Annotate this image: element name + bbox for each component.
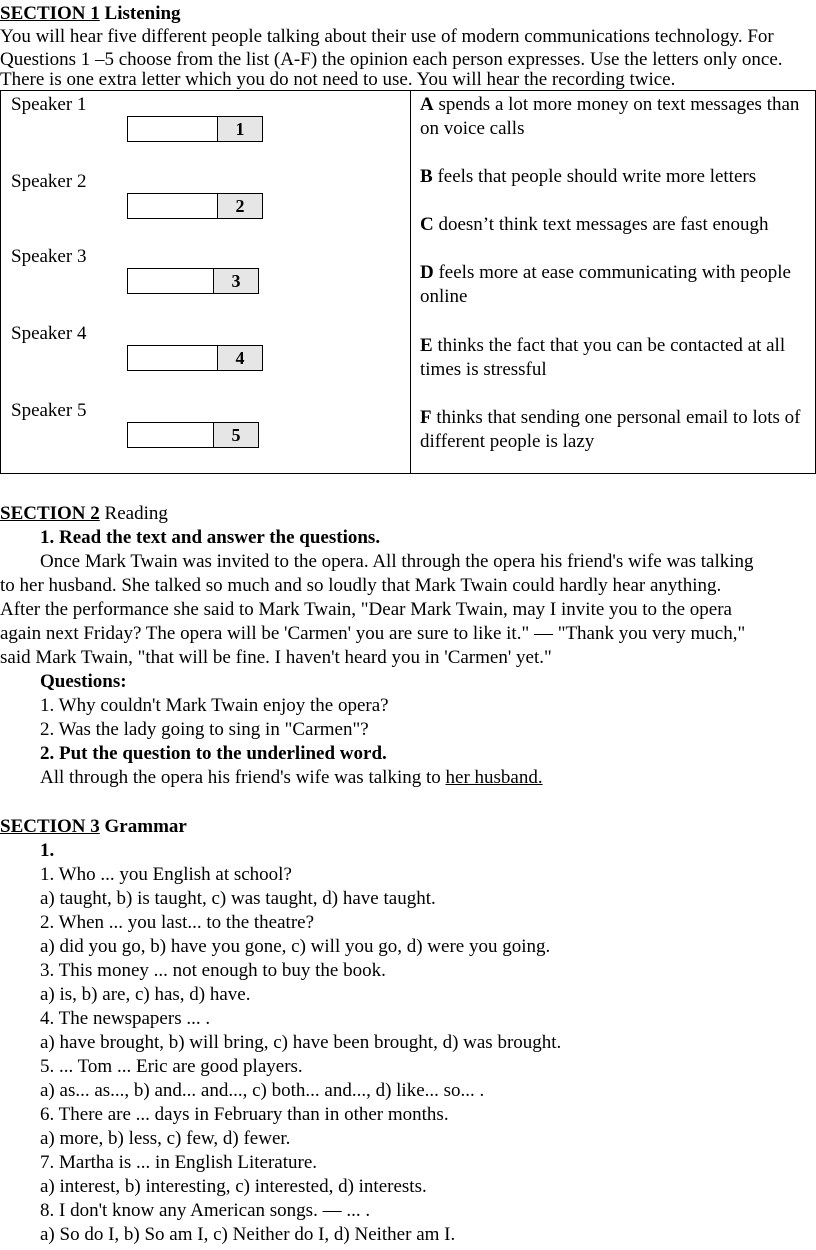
grammar-line-15: 8. I don't know any American songs. — ... . (40, 1200, 371, 1221)
grammar-line-11: 6. There are ... days in February than in other months. (40, 1104, 449, 1125)
option-d (420, 261, 812, 309)
section2-heading (0, 502, 168, 526)
grammar-line-7: 4. The newspapers ... . (40, 1008, 211, 1029)
reading-task-1: 1. Read the text and answer the questions. (40, 527, 381, 548)
grammar-line-6: a) is, b) are, c) has, d) have. (40, 984, 251, 1005)
section1-instructions-line-3: There is one extra letter which you do not need to use. You will hear the recording twice. (0, 69, 676, 90)
option-f (420, 406, 812, 454)
section3-heading (0, 815, 187, 839)
option-d-text: feels more at ease communicating with people online (420, 262, 791, 307)
speaker-1-label: Speaker 1 (11, 94, 87, 115)
speaker-5-label: Speaker 5 (11, 400, 87, 421)
grammar-line-13: 7. Martha is ... in English Literature. (40, 1152, 318, 1173)
questions-label: Questions: (40, 671, 127, 692)
reading-question-2: 2. Was the lady going to sing in "Carmen"? (40, 719, 369, 740)
speaker-2-label: Speaker 2 (11, 171, 87, 192)
speaker-5-answer-box[interactable] (127, 422, 259, 448)
speaker-4-number: 4 (217, 346, 262, 370)
section2-title: Reading (104, 503, 168, 524)
speaker-4-label: Speaker 4 (11, 323, 87, 344)
section3-label: SECTION 3 (0, 816, 100, 837)
task-2-sentence-text: All through the opera his friend's wife was talking to (40, 767, 446, 788)
option-a-text: spends a lot more money on text messages than on voice calls (420, 94, 800, 139)
reading-text-line-1: Once Mark Twain was invited to the opera. All through the opera his friend's wife was talking (40, 551, 754, 572)
speaker-1-answer-box[interactable] (127, 116, 263, 142)
section1-title: Listening (104, 3, 181, 24)
option-c-text: doesn’t think text messages are fast enough (438, 214, 769, 235)
grammar-line-4: a) did you go, b) have you gone, c) will you go, d) were you going. (40, 936, 551, 957)
option-f-text: thinks that sending one personal email to lots of different people is lazy (420, 407, 801, 452)
speaker-4-answer-box[interactable] (127, 345, 263, 371)
grammar-line-8: a) have brought, b) will bring, c) have been brought, d) was brought. (40, 1032, 562, 1053)
option-b-letter: B (420, 166, 433, 187)
reading-text-line-4: again next Friday? The opera will be 'Carmen' you are sure to like it." — "Thank you very much," (0, 623, 746, 644)
grammar-line-1: 1. Who ... you English at school? (40, 864, 292, 885)
speaker-2-number: 2 (217, 194, 262, 218)
reading-text-line-3: After the performance she said to Mark Twain, "Dear Mark Twain, may I invite you to the opera (0, 599, 732, 620)
section1-instructions-line-1: You will hear five different people talking about their use of modern communications technology. For (0, 26, 774, 47)
grammar-task-number: 1. (40, 840, 55, 861)
option-e-text: thinks the fact that you can be contacted at all times is stressful (420, 335, 786, 380)
table-divider (410, 91, 411, 473)
grammar-line-3: 2. When ... you last... to the theatre? (40, 912, 315, 933)
grammar-line-16: a) So do I, b) So am I, c) Neither do I, d) Neither am I. (40, 1224, 456, 1245)
option-a-letter: A (420, 94, 434, 115)
option-b-text: feels that people should write more letters (437, 166, 757, 187)
underlined-word: her husband. (445, 767, 543, 788)
speaker-5-number: 5 (213, 423, 258, 447)
grammar-line-2: a) taught, b) is taught, c) was taught, d) have taught. (40, 888, 436, 909)
reading-task-2-sentence (40, 766, 543, 790)
reading-task-2: 2. Put the question to the underlined word. (40, 743, 387, 764)
option-c-letter: C (420, 214, 434, 235)
option-a (420, 93, 812, 141)
grammar-line-14: a) interest, b) interesting, c) interested, d) interests. (40, 1176, 427, 1197)
speaker-3-label: Speaker 3 (11, 246, 87, 267)
reading-question-1: 1. Why couldn't Mark Twain enjoy the opera? (40, 695, 389, 716)
option-e (420, 334, 812, 382)
grammar-line-12: a) more, b) less, c) few, d) fewer. (40, 1128, 291, 1149)
speaker-3-answer-box[interactable] (127, 268, 259, 294)
section3-title: Grammar (104, 816, 187, 837)
grammar-line-5: 3. This money ... not enough to buy the book. (40, 960, 386, 981)
reading-text-line-5: said Mark Twain, "that will be fine. I haven't heard you in 'Carmen' yet." (0, 647, 552, 668)
speaker-3-number: 3 (213, 269, 258, 293)
option-c (420, 213, 812, 237)
listening-table (0, 90, 816, 474)
section2-label: SECTION 2 (0, 503, 100, 524)
option-d-letter: D (420, 262, 434, 283)
section1-heading (0, 2, 181, 26)
section1-instructions-line-2: Questions 1 –5 choose from the list (A-F) the opinion each person expresses. Use the letters only once. (0, 49, 783, 70)
speaker-2-answer-box[interactable] (127, 193, 263, 219)
option-e-letter: E (420, 335, 433, 356)
speaker-1-number: 1 (217, 117, 262, 141)
section1-label: SECTION 1 (0, 3, 100, 24)
grammar-line-9: 5. ... Tom ... Eric are good players. (40, 1056, 303, 1077)
reading-text-line-2: to her husband. She talked so much and so loudly that Mark Twain could hardly hear anything. (0, 575, 722, 596)
option-b (420, 165, 812, 189)
option-f-letter: F (420, 407, 432, 428)
grammar-line-10: a) as... as..., b) and... and..., c) both... and..., d) like... so... . (40, 1080, 485, 1101)
